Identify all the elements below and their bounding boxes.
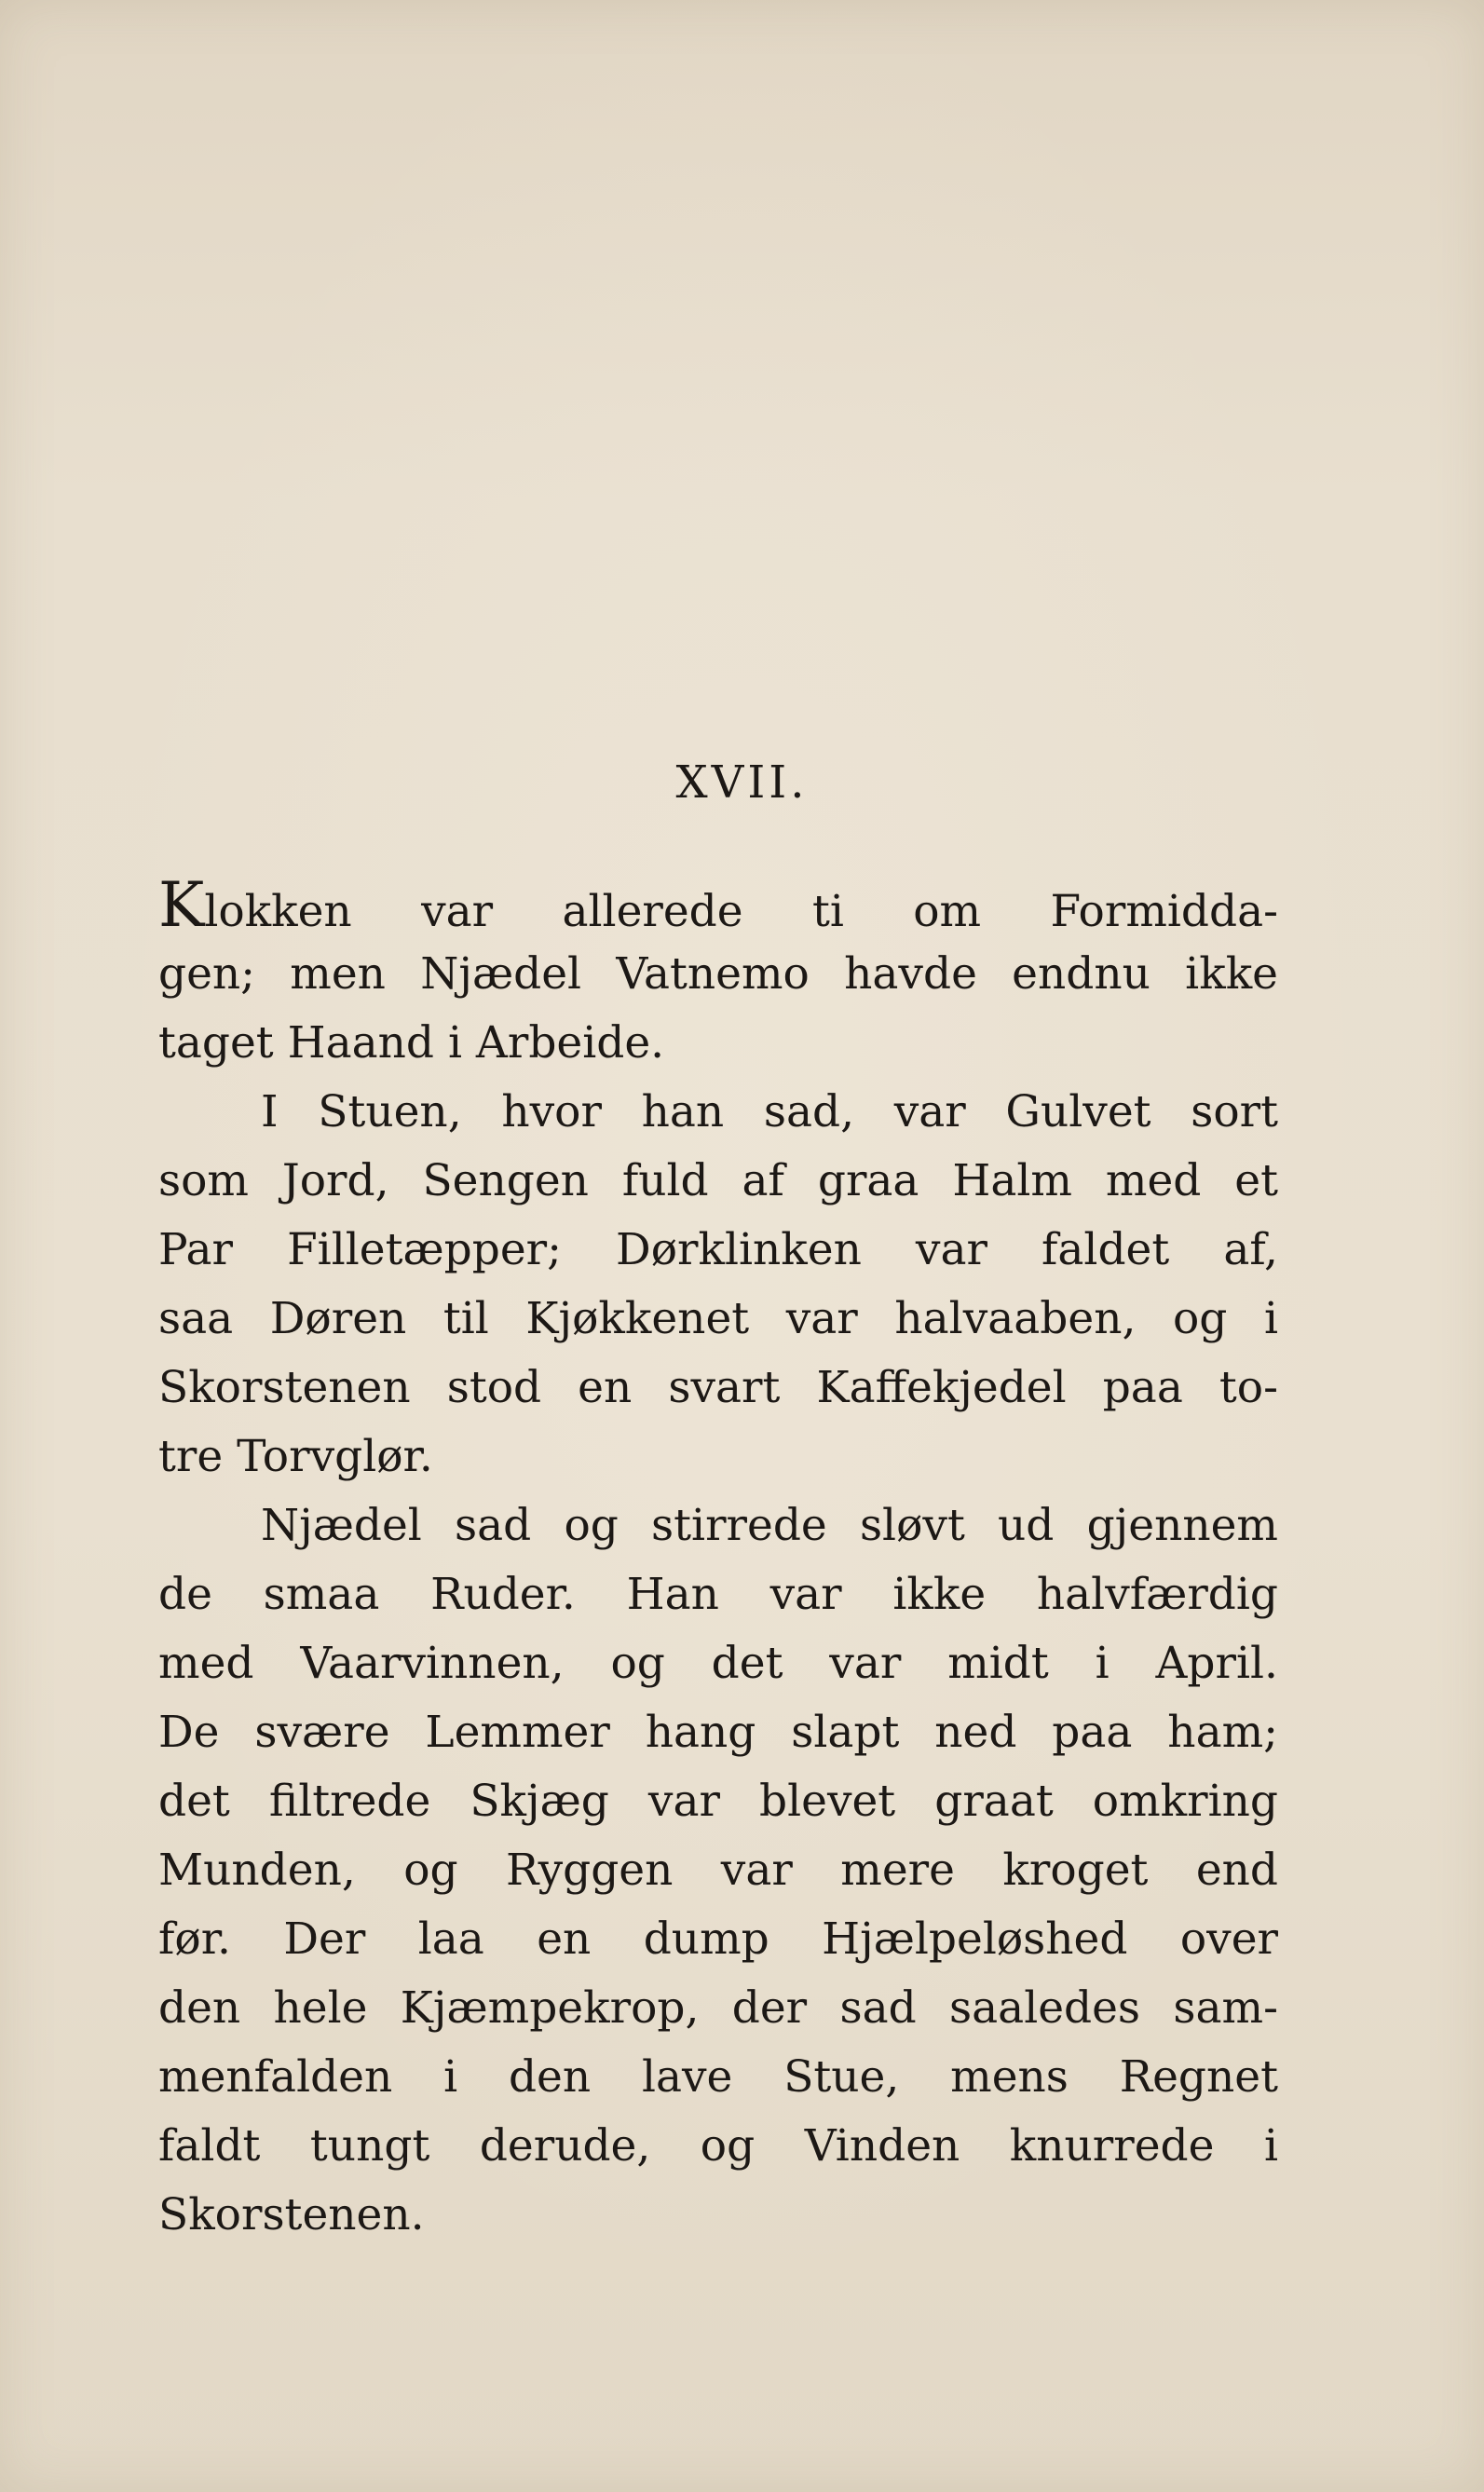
text-line: med Vaarvinnen, og det var midt i April. xyxy=(158,1638,1278,1689)
text-line: tre Torvglør. xyxy=(158,1431,433,1482)
text-line: det filtrede Skjæg var blevet graat omkring xyxy=(158,1776,1278,1827)
text-line: faldt tungt derude, og Vinden knurrede i xyxy=(158,2120,1278,2172)
text-line: de smaa Ruder. Han var ikke halvfærdig xyxy=(158,1569,1278,1620)
text-line: gen; men Njædel Vatnemo havde endnu ikke xyxy=(158,948,1278,1000)
body-text xyxy=(158,871,1278,2250)
line-text: lokken var allerede ti om Formidda- xyxy=(204,886,1278,937)
drop-cap: K xyxy=(158,871,205,940)
text-line: Skorstenen stod en svart Kaffekjedel paa to- xyxy=(158,1362,1278,1413)
chapter-heading: XVII. xyxy=(675,756,809,809)
text-line: Munden, og Ryggen var mere kroget end xyxy=(158,1845,1278,1896)
text-line: Par Filletæpper; Dørklinken var faldet af, xyxy=(158,1224,1278,1275)
text-line: saa Døren til Kjøkkenet var halvaaben, og i xyxy=(158,1293,1278,1344)
text-line: Skorstenen. xyxy=(158,2189,425,2240)
text-line: den hele Kjæmpekrop, der sad saaledes sam- xyxy=(158,1982,1278,2034)
text-line: menfalden i den lave Stue, mens Regnet xyxy=(158,2051,1278,2103)
text-line: Njædel sad og stirrede sløvt ud gjennem xyxy=(261,1500,1278,1551)
text-line: I Stuen, hvor han sad, var Gulvet sort xyxy=(261,1086,1278,1137)
text-line: før. Der laa en dump Hjælpeløshed over xyxy=(158,1913,1278,1965)
text-line: som Jord, Sengen fuld af graa Halm med et xyxy=(158,1155,1278,1206)
text-line: De svære Lemmer hang slapt ned paa ham; xyxy=(158,1707,1278,1758)
text-line: taget Haand i Arbeide. xyxy=(158,1017,665,1069)
text-line xyxy=(158,871,1278,940)
